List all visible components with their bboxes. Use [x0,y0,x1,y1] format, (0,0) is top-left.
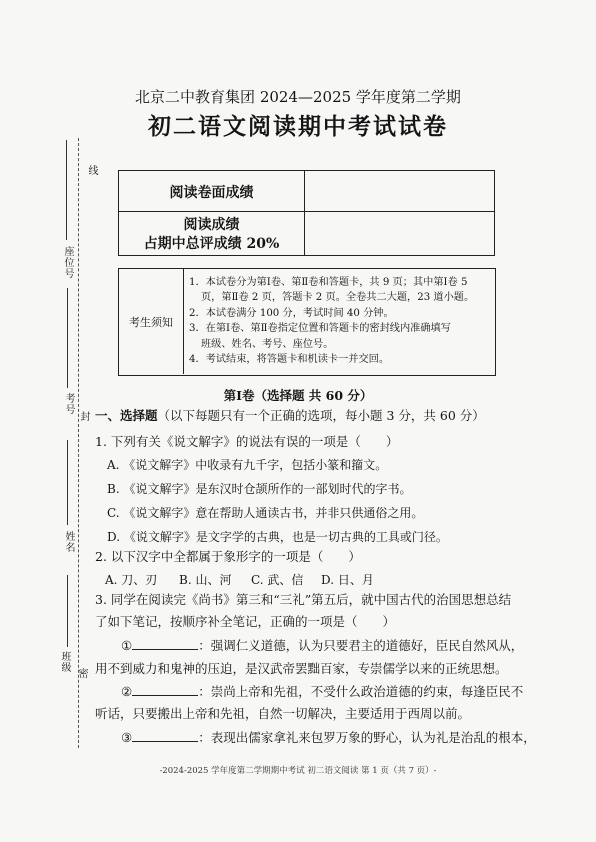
notice-line: 1．本试卷分为第Ⅰ卷、第Ⅱ卷和答题卡，共 9 页；其中第Ⅰ卷 5 [189,277,468,288]
q3-blank-3 [132,729,198,742]
score-row-weighted-label-1: 阅读成绩 [183,217,240,233]
q3-blank-2 [132,683,198,696]
section-heading-rest: （以下每题只有一个正确的选项，每小题 3 分，共 60 分） [157,408,485,423]
q1-option-b: B. 《说文解字》是东汉时仓颉所作的一部划时代的字书。 [107,482,412,496]
notice-line: 3．在第Ⅰ卷、第Ⅱ卷指定位置和答题卡的密封线内准确填写 [189,323,451,335]
q2-option-d: D. 日、月 [321,573,374,587]
notice-line: 2．本试卷满分 100 分，考试时间 40 分钟。 [189,307,394,319]
q3-note-2-number: ② [121,684,133,699]
margin-line-label: 线 [86,165,97,176]
section-title: 第Ⅰ卷（选择题 共 60 分） [223,388,373,403]
class-write-line [67,575,68,647]
q3-note-1-number: ① [121,638,133,653]
margin-name-label: 姓名 [63,531,74,553]
q3-note-2-cont: 听话，只要搬出上帝和先祖，自然一切解决，主要适用于西周以前。 [95,706,471,721]
q1-stem: 1. 下列有关《说文解字》的说法有误的一项是（ ） [95,434,399,449]
binding-fold-line [78,138,79,748]
margin-secret-label: 密 [76,668,87,679]
q3-note-3 [121,728,536,746]
page-footer: -2024-2025 学年度第二学期期中考试 初二语文阅读 第 1 页（共 7 页）- [159,766,437,776]
seat-write-line [66,140,67,240]
q3-note-2 [121,682,523,700]
notice-line: 页，第Ⅱ卷 2 页，答题卡 2 页。全卷共二大题，23 道小题。 [201,292,475,304]
school-name: 北京二中教育集团 2024—2025 学年度第二学期 [135,88,461,106]
q3-stem-1: 3. 同学在阅读完《尚书》第三和“三礼”第五后，就中国古代的治国思想总结 [95,592,512,607]
score-row-weighted [119,211,494,255]
name-write-line [67,440,68,525]
q3-note-3-number: ③ [121,730,133,745]
notice-list [189,275,489,367]
q1-option-c: C. 《说文解字》意在帮助人通读古书，并非只供通俗之用。 [107,506,424,520]
exam-notice-box [118,268,496,376]
margin-exam-no-label: 考号 [63,393,74,415]
notice-line: 4．考试结束，将答题卡和机读卡一并交回。 [189,354,390,366]
section-heading-bold: 一、选择题 [95,408,158,423]
q2-option-a: A. 刀、刃 [105,573,158,587]
q3-blank-1 [132,637,198,650]
q3-note-1-cont: 用不到威力和鬼神的压迫，是汉武帝罢黜百家，专崇儒学以来的正统思想。 [95,661,508,676]
score-table-divider [304,171,305,255]
q2-option-b: B. 山、河 [179,573,232,587]
exam-title: 初二语文阅读期中考试试卷 [148,113,448,140]
score-row-weighted-label-2: 占期中总评成绩 20% [143,236,280,252]
score-row-reading [119,171,494,212]
q2-stem: 2. 以下汉字中全都属于象形字的一项是（ ） [95,549,361,564]
q1-option-a: A. 《说文解字》中收录有九千字，包括小篆和籀文。 [107,458,388,472]
margin-seal-label: 封 [78,411,89,422]
exam-no-write-line [67,288,68,388]
section-heading [95,406,485,424]
q3-stem-2: 了如下笔记，按顺序补全笔记，正确的一项是（ ） [95,614,396,629]
q1-option-d: D. 《说文解字》是文字学的古典，也是一切古典的工具或门径。 [107,530,448,544]
q3-note-1 [121,636,523,654]
margin-seat-label: 座位号 [62,246,73,279]
q3-note-3-text: ：表现出儒家拿礼来包罗万象的野心，认为礼是治乱的根本， [198,730,536,745]
notice-line: 班级、姓名、考号、座位号。 [201,338,334,350]
q3-note-2-text: ：崇尚上帝和先祖，不受什么政治道德的约束，每逢臣民不 [198,684,524,699]
q3-note-1-text: ：强调仁义道德，认为只要君主的道德好，臣民自然风从， [198,638,524,653]
notice-label: 考生须知 [119,269,184,374]
margin-class-label: 班级 [59,651,70,673]
score-table [118,170,495,256]
score-row-reading-label: 阅读卷面成绩 [169,185,254,201]
q2-option-c: C. 武、信 [251,573,304,587]
